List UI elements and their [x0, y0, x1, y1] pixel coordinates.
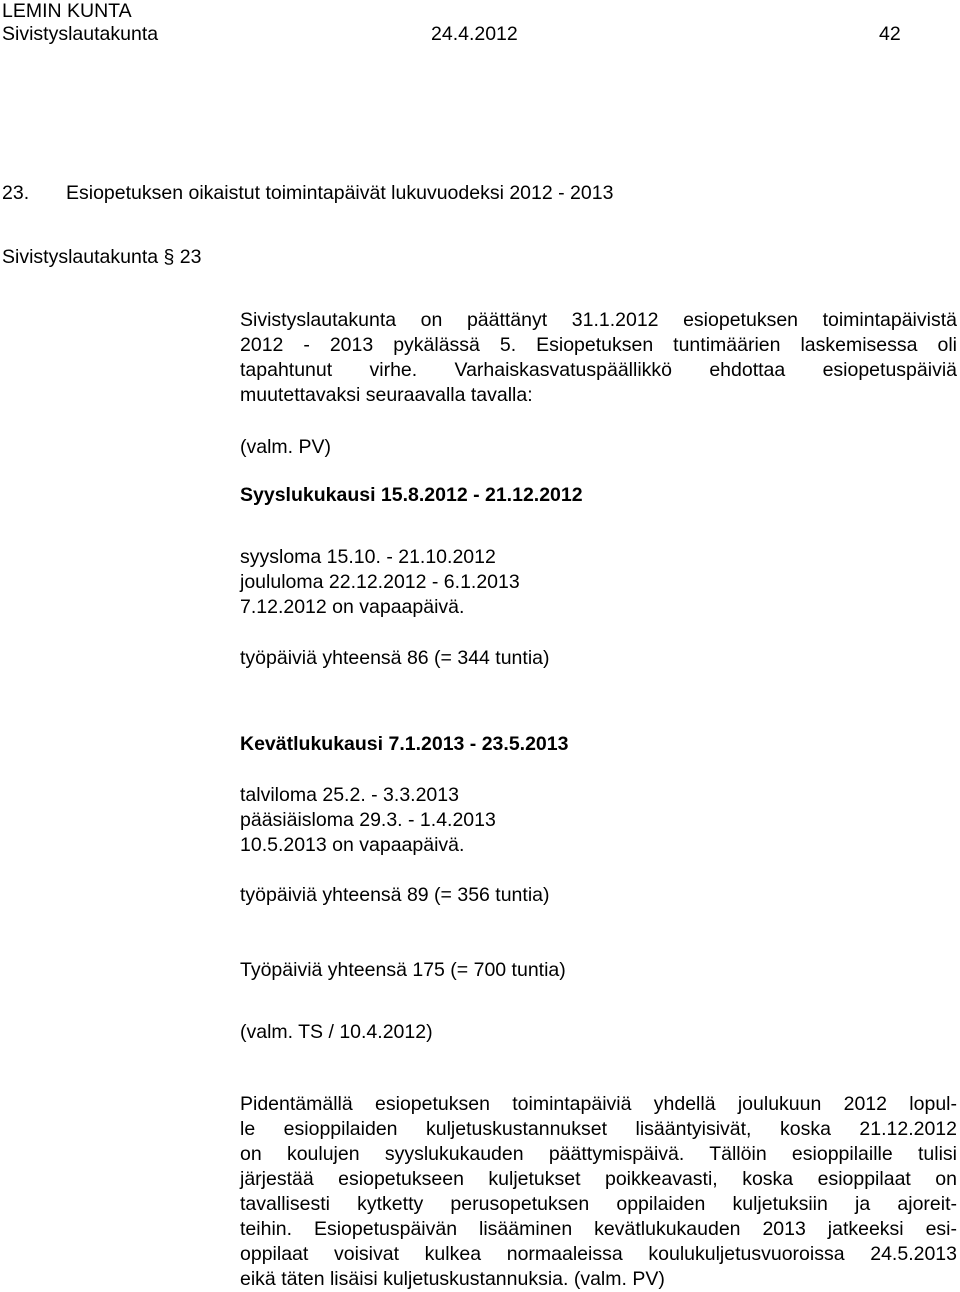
- section-symbol: §: [163, 246, 175, 268]
- spring-total: työpäiviä yhteensä 89 (= 356 tuntia): [240, 884, 550, 906]
- meeting-date: 24.4.2012: [431, 23, 518, 45]
- board-name: Sivistyslautakunta: [2, 23, 159, 45]
- proposal-paragraph: [240, 1092, 957, 1292]
- proposal-line: Pidentämällä esiopetuksen toimintapäiviä yhdellä joulukuun 2012 lopul-: [240, 1093, 957, 1115]
- autumn-break-item: 7.12.2012 on vapaapäivä.: [240, 596, 465, 618]
- municipality-name: LEMIN KUNTA: [2, 0, 132, 22]
- autumn-total: työpäiviä yhteensä 86 (= 344 tuntia): [240, 647, 550, 669]
- autumn-break-item: syysloma 15.10. - 21.10.2012: [240, 546, 496, 568]
- reference-board: Sivistyslautakunta: [2, 246, 159, 268]
- proposal-line: järjestää esiopetukseen kuljetukset poikkeavasti, koska esioppilaat on: [240, 1168, 957, 1190]
- proposal-line: oppilaat voisivat kulkea normaaleissa koulukuljetusvuoroissa 24.5.2013: [240, 1243, 957, 1265]
- section-number: 23.: [2, 182, 30, 204]
- proposal-line: eikä täten lisäisi kuljetuskustannuksia. (valm. PV): [240, 1268, 665, 1290]
- proposal-line: on koulujen syyslukukauden päättymispäivä. Tällöin esioppilaille tulisi: [240, 1143, 957, 1165]
- autumn-term-heading: Syyslukukausi 15.8.2012 - 21.12.2012: [240, 484, 583, 506]
- autumn-break-item: joululoma 22.12.2012 - 6.1.2013: [240, 571, 520, 593]
- spring-term-heading: Kevätlukukausi 7.1.2013 - 23.5.2013: [240, 733, 569, 755]
- spring-break-item: talviloma 25.2. - 3.3.2013: [240, 784, 459, 806]
- intro-line: tapahtunut virhe. Varhaiskasvatuspäällikkö ehdottaa esiopetuspäiviä: [240, 359, 957, 381]
- spring-break-item: pääsiäisloma 29.3. - 1.4.2013: [240, 809, 496, 831]
- section-reference: [2, 245, 201, 270]
- intro-line: 2012 - 2013 pykälässä 5. Esiopetuksen tuntimäärien laskemisessa oli: [240, 334, 957, 356]
- page-number: 42: [879, 23, 901, 45]
- intro-line: muutettavaksi seuraavalla tavalla:: [240, 384, 533, 406]
- intro-paragraph: [240, 308, 957, 408]
- proposal-line: le esioppilaiden kuljetuskustannukset lisääntyisivät, koska 21.12.2012: [240, 1118, 957, 1140]
- intro-line: Sivistyslautakunta on päättänyt 31.1.2012 esiopetuksen toimintapäivistä: [240, 309, 957, 331]
- proposal-line: teihin. Esiopetuspäivän lisääminen kevätlukukauden 2013 jatkeeksi esi-: [240, 1218, 957, 1240]
- spring-break-item: 10.5.2013 on vapaapäivä.: [240, 834, 465, 856]
- section-title: Esiopetuksen oikaistut toimintapäivät lukuvuodeksi 2012 - 2013: [66, 182, 614, 204]
- preparer-note-2: (valm. TS / 10.4.2012): [240, 1021, 433, 1043]
- preparer-note: (valm. PV): [240, 436, 332, 458]
- proposal-line: tavallisesti kytketty perusopetuksen oppilaiden kuljetuksiin ja ajoreit-: [240, 1193, 957, 1215]
- grand-total: Työpäiviä yhteensä 175 (= 700 tuntia): [240, 959, 566, 981]
- reference-number: 23: [179, 246, 202, 268]
